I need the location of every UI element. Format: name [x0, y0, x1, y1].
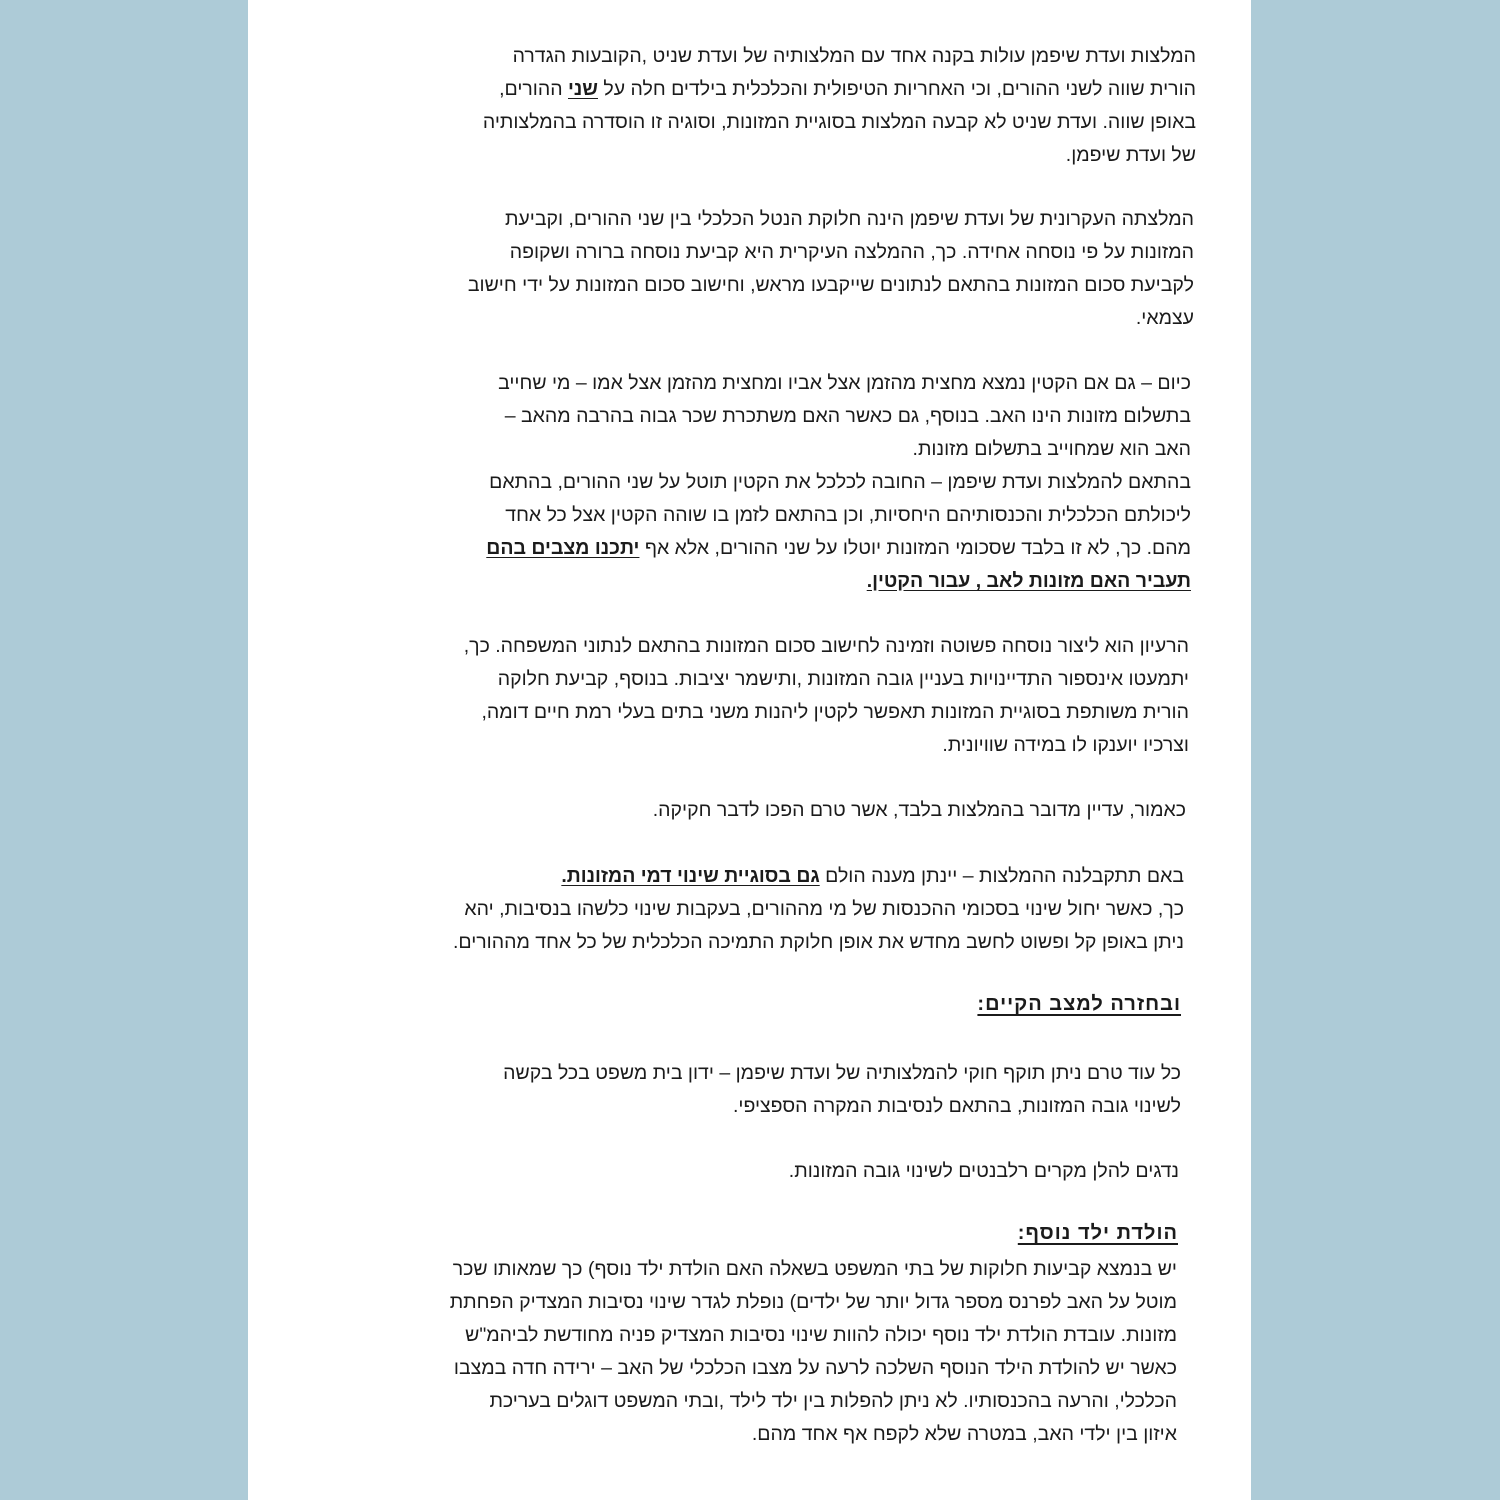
text-line: האב הוא שמחוייב בתשלום מזונות. [912, 438, 1191, 460]
text-line: עצמאי. [1135, 307, 1194, 329]
text-line: כאמור, עדיין מדובר בהמלצות בלבד, אשר טרם הפכו לדבר חקיקה. [652, 799, 1186, 821]
text-line: כך, כאשר יחול שינוי בסכומי ההכנסות של מי מההורים, בעקבות שינוי כלשהו בנסיבות, יהא [464, 898, 1184, 920]
section-heading: הולדת ילד נוסף: [1017, 1222, 1178, 1244]
text-line: איזון בין ילדי האב, במטרה שלא לקפח אף אחד מהם. [751, 1423, 1177, 1445]
text-line: ליכולתם הכלכלית והכנסותיהם היחסיות, וכן בהתאם לזמן בו שוהה הקטין אצל כל אחד [505, 504, 1191, 526]
paragraph-2 [468, 203, 1194, 335]
emphasis-word: שני [568, 78, 598, 100]
text-line: ניתן באופן קל ופשוט לחשב מחדש את אופן חלוקת התמיכה הכלכלית של כל אחד מההורים. [452, 931, 1184, 953]
text-line: מזונות. עובדת הולדת ילד נוסף יכולה להוות שינוי נסיבות המצדיק פניה מחודשת לביהמ"ש [465, 1324, 1177, 1346]
text-line: כאשר יש להולדת הילד הנוסף השלכה לרעה על מצבו הכלכלי של האב – ירידה חדה במצבו [453, 1357, 1177, 1379]
text-line: נדגים להלן מקרים רלבנטים לשינוי גובה המזונות. [788, 1160, 1179, 1182]
paragraph-4 [464, 630, 1189, 762]
text-line: באם תתקבלנה ההמלצות – יינתן מענה הולם גם בסוגיית שינוי דמי המזונות. [561, 865, 1184, 887]
text-line: הרעיון הוא ליצור נוסחה פשוטה וזמינה לחישוב סכום המזונות בהתאם לנתוני המשפחה. כך, [463, 635, 1189, 657]
text-line: בתשלום מזונות הינו האב. בנוסף, גם כאשר האם משתכרת שכר גבוה בהרבה מהאב – [504, 405, 1191, 427]
text-line: כל עוד טרם ניתן תוקף חוקי להמלצותיה של ועדת שיפמן – ידון בית משפט בכל בקשה [503, 1062, 1181, 1084]
text-line: לקביעת סכום המזונות בהתאם לנתונים שייקבעו מראש, וחישוב סכום המזונות על ידי חישוב [467, 274, 1194, 296]
text-line: הכלכלי, והרעה בהכנסותיו. לא ניתן להפלות בין ילד לילד ,ובתי המשפט דוגלים בעריכת [489, 1390, 1177, 1412]
paragraph-9 [450, 1253, 1177, 1451]
paragraph-6 [453, 860, 1184, 959]
text-line: באופן שווה. ועדת שניט לא קבעה המלצות בסוגיית המזונות, וסוגיה זו הוסדרה בהמלצותיה [482, 111, 1196, 133]
text-line: המלצות ועדת שיפמן עולות בקנה אחד עם המלצותיה של ועדת שניט ,הקובעות הגדרה [512, 45, 1196, 67]
paragraph-8 [789, 1155, 1179, 1188]
document-page [248, 0, 1251, 1500]
text-line: יתמעטו אינספור התדיינויות בעניין גובה המזונות ,ותישמר יציבות. בנוסף, קביעת חלוקה [497, 668, 1189, 690]
paragraph-5 [653, 794, 1186, 827]
text-line: וצרכיו יוענקו לו במידה שוויונית. [942, 734, 1189, 756]
text-line: של ועדת שיפמן. [1065, 144, 1196, 166]
text-line: בהתאם להמלצות ועדת שיפמן – החובה לכלכל את הקטין תוטל על שני ההורים, בהתאם [489, 471, 1191, 493]
paragraph-1 [483, 40, 1196, 172]
text-line: לשינוי גובה המזונות, בהתאם לנסיבות המקרה הספציפי. [732, 1095, 1181, 1117]
emphasis-phrase: גם בסוגיית שינוי דמי המזונות. [561, 865, 820, 887]
text-line: הורית משותפת בסוגיית המזונות תאפשר לקטין ליהנות משני בתים בעלי רמת חיים דומה, [481, 701, 1189, 723]
emphasis-line: תעביר האם מזונות לאב , עבור הקטין. [866, 570, 1191, 592]
text-line: המזונות על פי נוסחה אחידה. כך, ההמלצה העיקרית היא קביעת נוסחה ברורה ושקופה [509, 241, 1194, 263]
text-line: מהם. כך, לא זו בלבד שסכומי המזונות יוטלו על שני ההורים, אלא אף יתכנו מצבים בהם [486, 537, 1191, 559]
paragraph-7 [503, 1057, 1181, 1123]
emphasis-phrase: יתכנו מצבים בהם [486, 537, 640, 559]
section-heading: ובחזרה למצב הקיים: [977, 993, 1181, 1015]
text-line: הורית שווה לשני ההורים, וכי האחריות הטיפולית והכלכלית בילדים חלה על שני ההורים, [499, 78, 1196, 100]
text-line: יש בנמצא קביעות חלוקות של בתי המשפט בשאלה האם הולדת ילד נוסף) כך שמאותו שכר [452, 1258, 1177, 1280]
text-line: כיום – גם אם הקטין נמצא מחצית מהזמן אצל אביו ומחצית מהזמן אצל אמו – מי שחייב [498, 372, 1191, 394]
text-line: מוטל על האב לפרנס מספר גדול יותר של ילדים) נופלת לגדר שינוי נסיבות המצדיק הפחתת [449, 1291, 1177, 1313]
paragraph-3 [486, 367, 1191, 598]
text-line: המלצתה העקרונית של ועדת שיפמן הינה חלוקת הנטל הכלכלי בין שני ההורים, וקביעת [504, 208, 1194, 230]
